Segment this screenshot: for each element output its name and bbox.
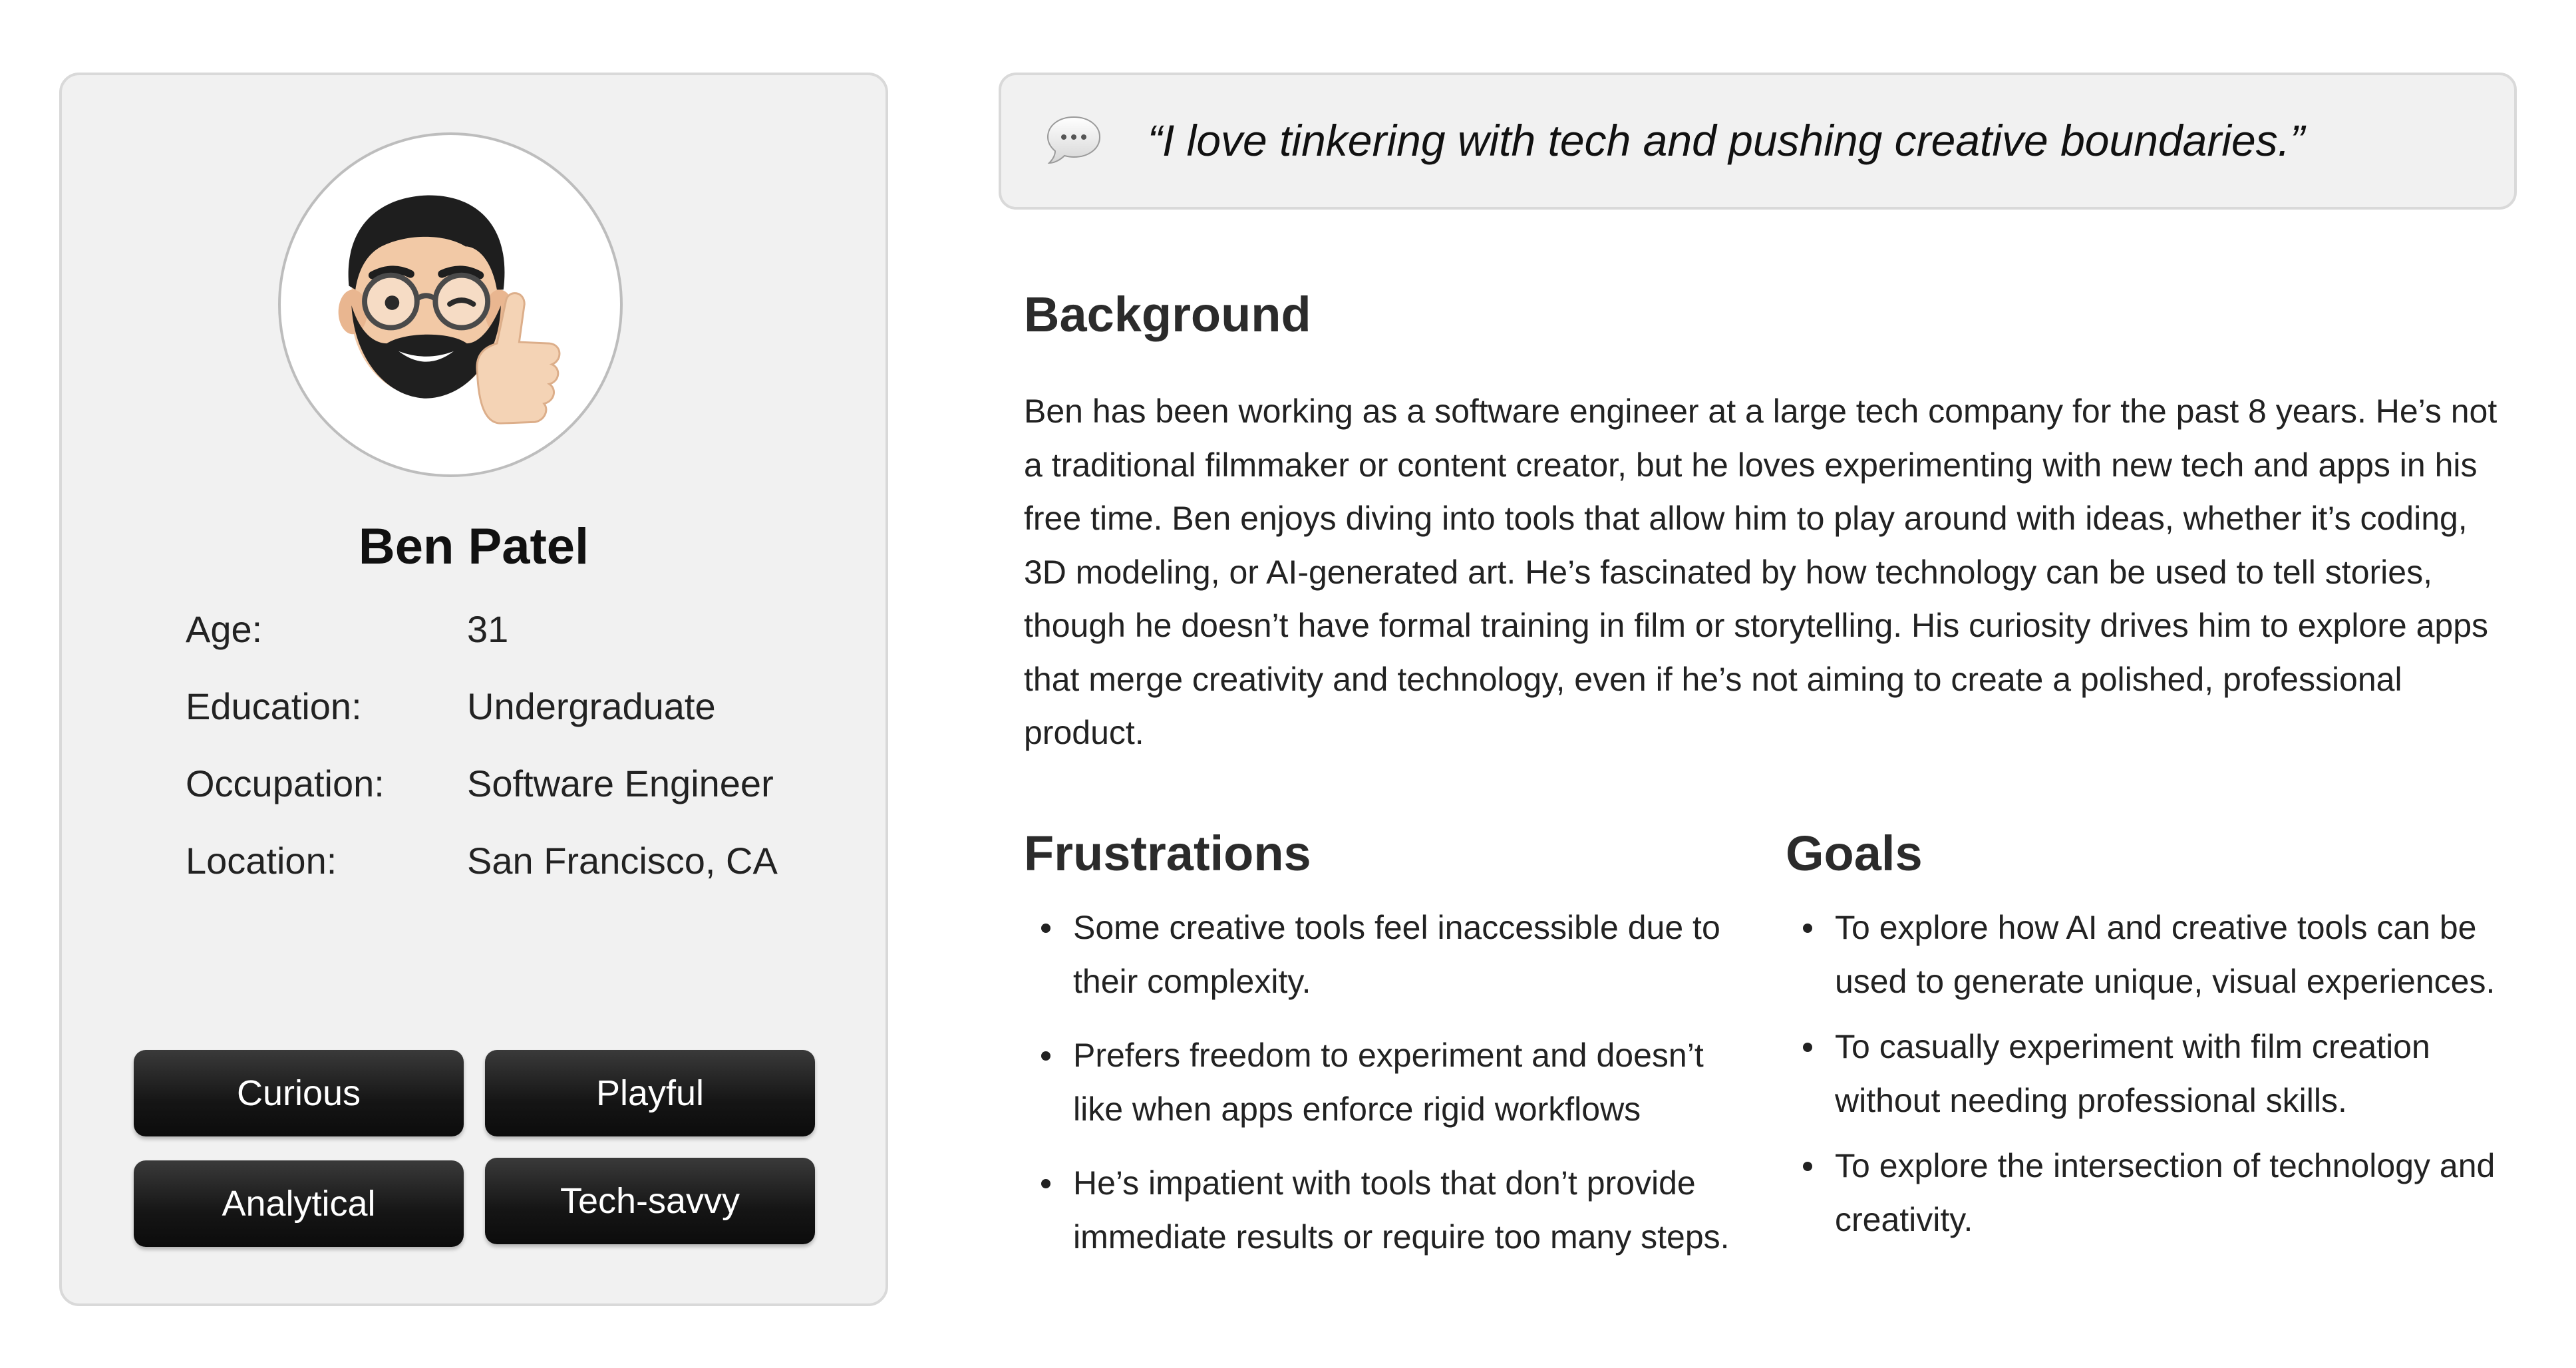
- persona-name: Ben Patel: [358, 518, 589, 575]
- detail-label: Education:: [186, 685, 362, 727]
- list-item: To casually experiment with film creation without needing professional skills.: [1786, 1020, 2511, 1127]
- frustrations-heading: Frustrations: [1024, 826, 1311, 881]
- list-item: To explore the intersection of technology and creativity.: [1786, 1139, 2511, 1246]
- speech-bubble-icon: [1045, 112, 1102, 169]
- detail-value: Undergraduate: [467, 685, 716, 727]
- detail-label: Occupation:: [186, 763, 385, 804]
- list-item: To explore how AI and creative tools can be used to generate unique, visual experiences.: [1786, 901, 2511, 1008]
- trait-playful-button[interactable]: Playful: [485, 1050, 815, 1136]
- persona-details: [186, 607, 851, 916]
- goals-list: [1786, 901, 2511, 1258]
- memoji-avatar-icon: [281, 135, 620, 474]
- avatar: [278, 132, 623, 477]
- detail-row-location: [186, 839, 851, 916]
- quote-box: [999, 73, 2517, 210]
- goals-heading: Goals: [1786, 826, 1923, 881]
- profile-card: [59, 73, 888, 1306]
- trait-analytical-button[interactable]: Analytical: [134, 1160, 464, 1247]
- trait-tech-savvy-button[interactable]: Tech-savvy: [485, 1158, 815, 1244]
- detail-row-education: [186, 685, 851, 762]
- detail-label: Age:: [186, 608, 263, 650]
- detail-value: San Francisco, CA: [467, 840, 778, 882]
- detail-row-age: [186, 607, 851, 685]
- list-item: He’s impatient with tools that don’t provide immediate results or require too many steps.: [1024, 1156, 1742, 1264]
- detail-value: 31: [467, 608, 509, 650]
- detail-label: Location:: [186, 840, 337, 882]
- background-text: Ben has been working as a software engineer at a large tech company for the past 8 years. He’s not a traditional filmmaker or content creator, but he loves experimenting with new tech and apps in his free time. Ben enjoys diving into tools that allow him to play around with ideas, whether it’s coding, 3D modeling, or AI-generated art. He’s fascinated by how technology can be used to tell stories, though he doesn’t have formal training in film or storytelling. His curiosity drives him to explore apps that merge creativity and technology, even if he’s not aiming to create a polished, professional product.: [1024, 393, 2497, 751]
- detail-row-occupation: [186, 762, 851, 839]
- persona-quote: “I love tinkering with tech and pushing creative boundaries.”: [1148, 116, 2305, 165]
- trait-curious-button[interactable]: Curious: [134, 1050, 464, 1136]
- list-item: Some creative tools feel inaccessible due to their complexity.: [1024, 901, 1742, 1008]
- frustrations-list: [1024, 901, 1742, 1284]
- detail-value: Software Engineer: [467, 763, 774, 804]
- list-item: Prefers freedom to experiment and doesn’t like when apps enforce rigid workflows: [1024, 1029, 1742, 1136]
- background-heading: Background: [1024, 287, 1311, 342]
